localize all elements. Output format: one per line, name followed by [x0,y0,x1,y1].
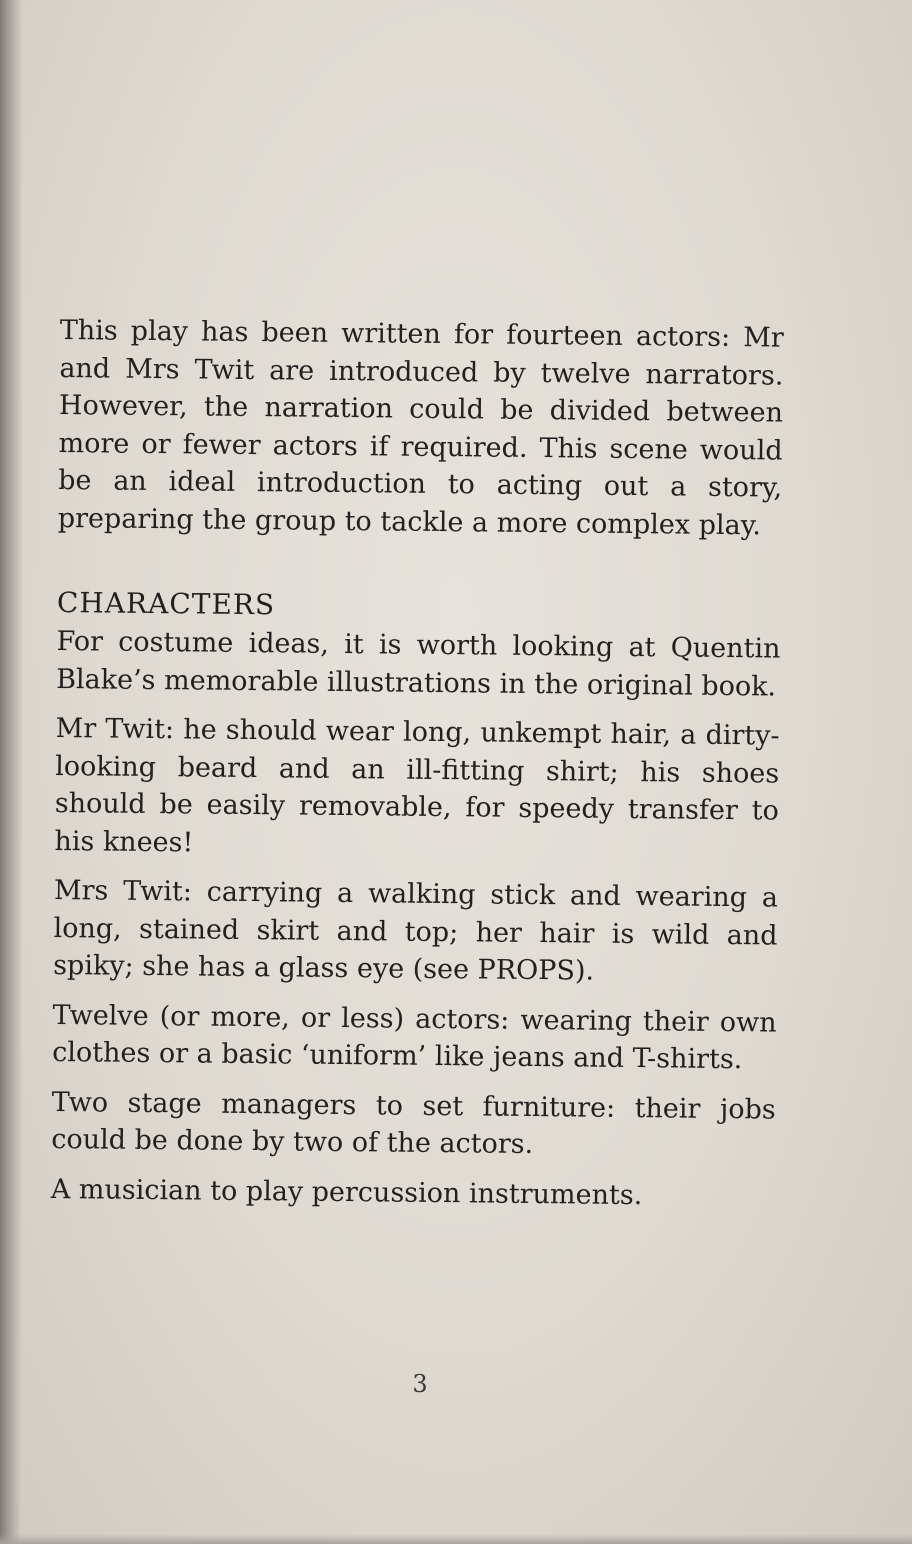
costume-ideas-paragraph: For costume ideas, it is worth looking at Quentin Blake’s memorable illustrations in the original book. [55,625,781,703]
mrs-twit-paragraph: Mrs Twit: carrying a walking stick and wearing a long, stained skirt and top; her hair is wild and spiky; she has a glass eye (see PROPS). [52,874,779,987]
page-text [51,312,784,1216]
page-gutter-shadow [0,0,22,1544]
page-bottom-edge [0,1534,912,1544]
stage-managers-paragraph: Two stage managers to set furniture: their jobs could be done by two of the actors. [51,1086,776,1160]
intro-paragraph: This play has been written for fourteen actors: Mr and Mrs Twit are introduced by twelve narrators. However, the narration could be divided between more or fewer actors if required. This scene would be an ideal introduction to acting out a story, preparing the group to tackle a more complex play. [57,314,784,541]
mr-twit-paragraph: Mr Twit: he should wear long, unkempt hair, a dirty-looking beard and an ill-fitting shirt; his shoes should be easily removable, for speedy transfer to his knees! [54,712,780,858]
actors-paragraph: Twelve (or more, or less) actors: wearing their own clothes or a basic ‘uniform’ like jeans and T-shirts. [52,999,777,1076]
characters-heading: CHARACTERS [56,585,276,622]
page-number: 3 [412,1370,428,1398]
musician-paragraph: A musician to play percussion instruments. [50,1173,643,1211]
